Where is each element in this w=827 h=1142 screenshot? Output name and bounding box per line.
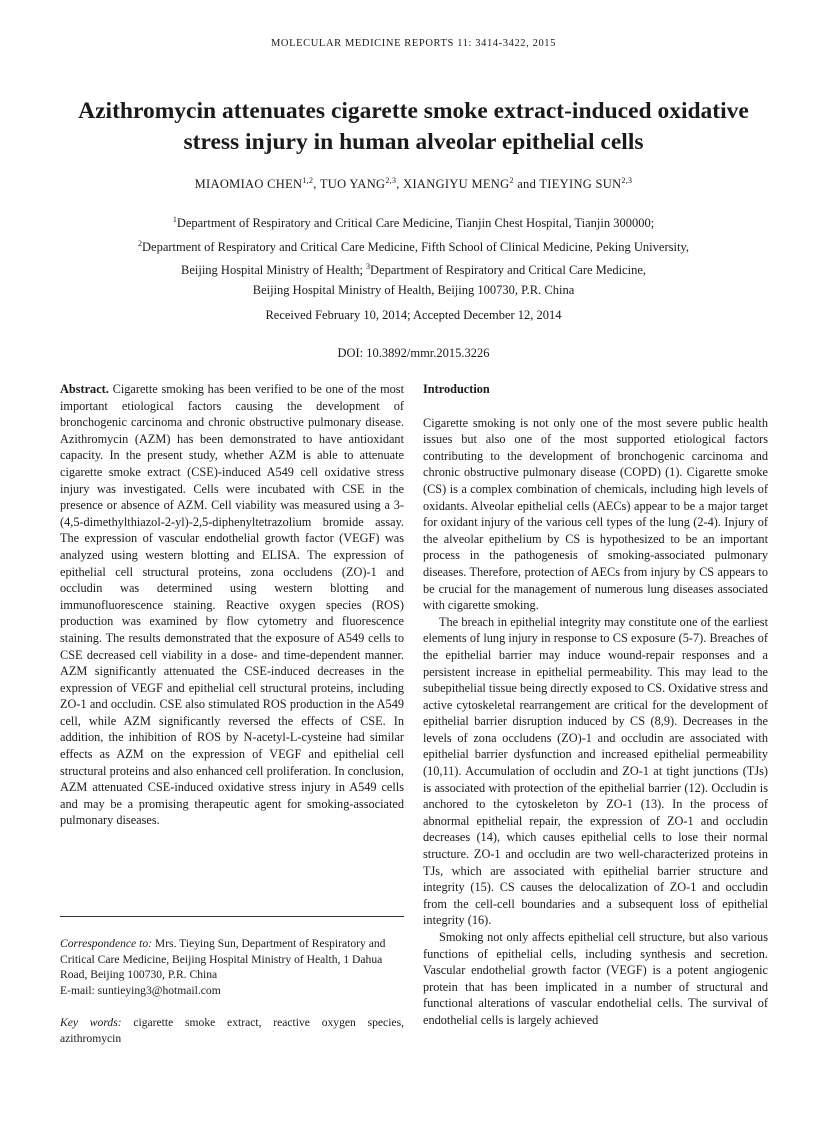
- keywords-text: cigarette smoke extract, reactive oxygen species, azithromycin: [60, 1016, 404, 1045]
- doi: DOI: 10.3892/mmr.2015.3226: [337, 346, 490, 360]
- affiliation-line: [60, 281, 767, 301]
- affiliation-line: [60, 257, 767, 281]
- affiliation-marker: 3: [366, 262, 371, 272]
- affiliation-text: Department of Respiratory and Critical Care Medicine,: [370, 263, 646, 278]
- affiliation-marker: 1: [172, 215, 177, 224]
- footnote-divider: [60, 916, 404, 917]
- author-name: TUO YANG: [319, 177, 386, 192]
- correspondence-label: Correspondence to:: [60, 937, 152, 950]
- affiliation-text: Department of Respiratory and Critical Care Medicine, Fifth School of Clinical Medicine, Peking University,: [142, 239, 689, 254]
- author-affiliation-marker: 2,3: [385, 176, 397, 185]
- affiliation-text: Beijing Hospital Ministry of Health;: [180, 263, 367, 278]
- keywords-label: Key words:: [60, 1016, 122, 1029]
- author-name: XIANGIYU MENG: [403, 177, 510, 192]
- affiliation-line: [60, 234, 767, 258]
- author-affiliation-marker: 1,2: [302, 176, 314, 185]
- author-affiliation-marker: 2: [509, 176, 514, 185]
- affiliation-line: [60, 210, 767, 234]
- author-name: TIEYING SUN: [539, 177, 622, 192]
- keywords: [60, 1015, 404, 1046]
- affiliation-text: Department of Respiratory and Critical Care Medicine, Tianjin Chest Hospital, Tianjin 300000;: [176, 216, 655, 231]
- abstract-column: [60, 381, 404, 829]
- introduction-column: [423, 381, 768, 1029]
- received-accepted-dates: Received February 10, 2014; Accepted December 12, 2014: [265, 308, 562, 322]
- affiliation-text: Beijing Hospital Ministry of Health, Beijing 100730, P.R. China: [252, 282, 575, 297]
- author-separator: ,: [313, 177, 320, 192]
- introduction-heading: Introduction: [423, 382, 490, 396]
- correspondence-email[interactable]: E-mail: suntieying3@hotmail.com: [60, 983, 221, 997]
- abstract-text: Cigarette smoking has been verified to be one of the most important etiological factors causing the development of bronchogenic carcinoma and chronic obstructive pulmonary disease. Azithromycin (AZM) has been demonstrated to have antioxidant capacity. In the present study, whether AZM is able to attenuate cigarette smoke extract (CSE)-induced A549 cell oxidative stress injury was investigated. Cells were incubated with CSE in the presence or absence of AZM. Cell viability was measured using a 3-(4,5-dimethylthiazol-2-yl)-2,5-diphenyltetrazolium bromide assay. The expression of vascular endothelial growth factor (VEGF) was analyzed using western blotting and ELISA. The expression of epithelial cell structural proteins, zona occludens (ZO)-1 and occludin was determined using western blotting and immunofluorescence staining. Reactive oxygen species (ROS) production was examined by flow cytometry and fluorescence staining. The results demonstrated that the exposure of A549 cells to CSE decreased cell viability in a dose- and time-dependent manner. AZM significantly attenuated the CSE-induced decreases in the expression of VEGF and epithelial cell structural proteins, including ZO-1 and occludin. CSE also stimulated ROS production in the A549 cell, while AZM significantly reversed the effects of CSE. In addition, the inhibition of ROS by N-acetyl-L-cysteine had similar effects as AZM on the expression of VEGF and epithelial cell structural proteins and also enhanced cell proliferation. In conclusion, AZM attenuated CSE-induced oxidative stress injury in A549 cells and may be a promising therapeutic agent for smoking-associated pulmonary diseases.: [60, 382, 405, 828]
- author-list: [0, 176, 827, 192]
- article-title: Azithromycin attenuates cigarette smoke extract-induced oxidative stress injury in human alveolar epithelial cells: [78, 98, 749, 155]
- correspondence: [60, 936, 404, 998]
- abstract: [60, 381, 404, 829]
- correspondence-text: Mrs. Tieying Sun, Department of Respiratory and Critical Care Medicine, Beijing Hospital Ministry of Health, 1 Dahua Road, Beijing 100730, P.R. China: [60, 937, 386, 982]
- author-separator: and: [513, 177, 540, 192]
- abstract-heading: Abstract.: [60, 382, 109, 396]
- author-separator: ,: [396, 177, 404, 192]
- introduction-paragraph: The breach in epithelial integrity may constitute one of the earliest elements of lung injury in response to CS exposure (5-7). Breaches of the epithelial barrier may induce wound-repair responses and a persistent increase in epithelial permeability. This may lead to the subepithelial tissue being directly exposed to CS. Oxidative stress and active cytoskeletal rearrangement are critical for the development of epithelial barrier disruption induced by CS (8,9). Decreases in the levels of zona occludens (ZO)-1 and occludin are associated with epithelial barrier dysfunction and increased epithelial permeability (10,11). Accumulation of occludin and ZO-1 at tight junctions (TJs) is associated with protection of the epithelial barrier (12). Occludin is anchored to the cytoskeleton by ZO-1 (13). In the process of abnormal epithelial repair, the expression of ZO-1 and occludin decreases (14), which causes epithelial cells to lose their normal structure. ZO-1 and occludin are two well-characterized proteins in TJs, which are associated with epithelial barrier structure and integrity (15). CS causes the delocalization of ZO-1 and occludin from the cell-cell boundaries and a subsequent loss of epithelial integrity (16).: [423, 614, 768, 928]
- introduction-paragraph: Smoking not only affects epithelial cell structure, but also various functions of epithelial cells, including synthesis and secretion. Vascular endothelial growth factor (VEGF) is a potent angiogenic protein that has been implicated in a number of structural and functional alterations of vascular endothelial cells. The survival of endothelial cells is largely achieved: [423, 930, 768, 1027]
- introduction-paragraph: Cigarette smoking is not only one of the most severe public health issues but also one of the most supported etiological factors contributing to the development of bronchogenic carcinoma and chronic obstructive pulmonary disease (COPD) (1). Cigarette smoke (CS) is a complex combination of chemicals, including high levels of oxidants. Alveolar epithelial cells (AECs) appear to be a major target for oxidant injury of the various cell types of the lung (2-4). Injury of the alveolar epithelium by CS is hypothesized to be an important process in the pathogenesis of smoking-associated pulmonary diseases. Therefore, protection of AECs from injury by CS appears to be crucial for the management of numerous lung diseases associated with cigarette smoking.: [423, 415, 768, 613]
- affiliation-marker: 2: [138, 238, 142, 248]
- affiliations: [60, 210, 767, 300]
- author-affiliation-marker: 2,3: [621, 176, 633, 185]
- author-name: MIAOMIAO CHEN: [194, 177, 303, 192]
- journal-header: MOLECULAR MEDICINE REPORTS 11: 3414-3422, 2015: [271, 38, 556, 49]
